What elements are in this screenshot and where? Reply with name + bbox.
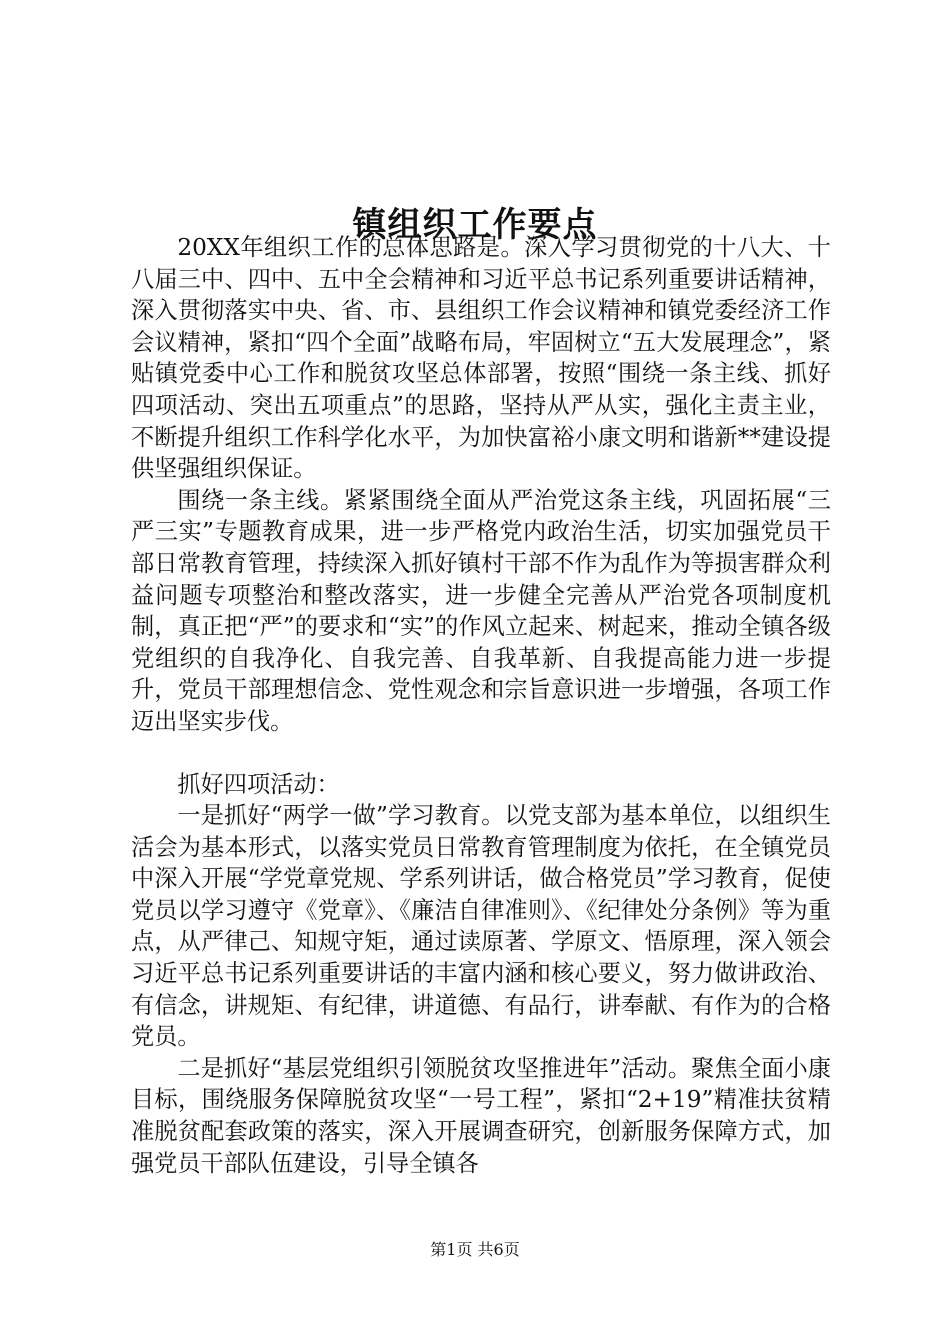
page-footer: 第1页 共6页: [430, 1240, 520, 1259]
paragraph-activity-two: 二是抓好“基层党组织引领脱贫攻坚推进年”活动。聚焦全面小康目标，围绕服务保障脱贫攻坚“一号工程”，紧扣“2+19”精准扶贫精准脱贫配套政策的落实，深入开展调查研究，创新服务保障方式，加强党员干部队伍建设，引导全镇各: [131, 1054, 831, 1177]
paragraph-four-activities-heading: 抓好四项活动：: [177, 770, 340, 798]
paragraph-activity-one: 一是抓好“两学一做”学习教育。以党支部为基本单位，以组织生活会为基本形式，以落实党员日常教育管理制度为依托，在全镇党员中深入开展“学党章党规、学系列讲话，做合格党员”学习教育，促使党员以学习遵守《党章》、《廉洁自律准则》、《纪律处分条例》等为重点，从严律己、知规守矩，通过读原著、学原文、悟原理，深入领会习近平总书记系列重要讲话的丰富内涵和核心要义，努力做讲政治、有信念，讲规矩、有纪律，讲道德、有品行，讲奉献、有作为的合格党员。: [131, 802, 831, 1051]
paragraph-overall-approach: 20XX年组织工作的总体思路是。深入学习贯彻党的十八大、十八届三中、四中、五中全会精神和习近平总书记系列重要讲话精神，深入贯彻落实中央、省、市、县组织工作会议精神和镇党委经济工作会议精神，紧扣“四个全面”战略布局，牢固树立“五大发展理念”，紧贴镇党委中心工作和脱贫攻坚总体部署，按照“围绕一条主线、抓好四项活动、突出五项重点”的思路，坚持从严从实，强化主责主业，不断提升组织工作科学化水平，为加快富裕小康文明和谐新**建设提供坚强组织保证。: [131, 234, 831, 483]
document-title: 镇组织工作要点: [352, 204, 598, 245]
document-body: [131, 232, 831, 1179]
paragraph-main-line: 围绕一条主线。紧紧围绕全面从严治党这条主线，巩固拓展“三严三实”专题教育成果，进一步严格党内政治生活，切实加强党员干部日常教育管理，持续深入抓好镇村干部不作为乱作为等损害群众利益问题专项整治和整改落实，进一步健全完善从严治党各项制度机制，真正把“严”的要求和“实”的作风立起来、树起来，推动全镇各级党组织的自我净化、自我完善、自我革新、自我提高能力进一步提升，党员干部理想信念、党性观念和宗旨意识进一步增强，各项工作迈出坚实步伐。: [131, 486, 831, 735]
